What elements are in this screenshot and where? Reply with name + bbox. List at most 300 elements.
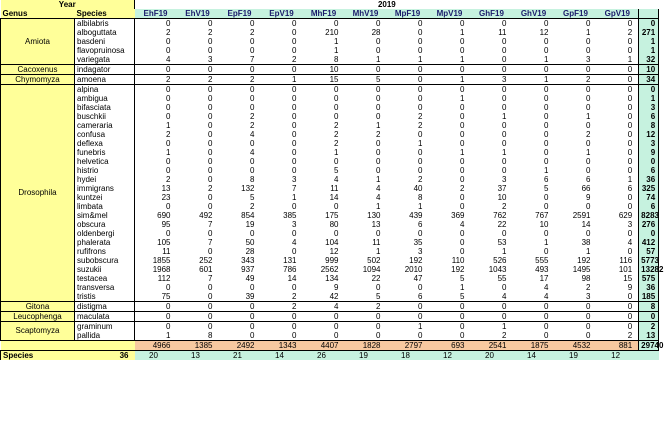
- count-cell: 1: [334, 45, 339, 55]
- table-row: [1, 121, 659, 130]
- count-cell: 1: [513, 75, 555, 85]
- total-cell: 0: [639, 312, 659, 322]
- count-cell: 0: [334, 201, 339, 211]
- species-count-cell: 14: [513, 351, 555, 361]
- count-cell: 0: [586, 45, 591, 55]
- table-row: [1, 94, 659, 103]
- sum-cell: 4407: [303, 341, 345, 351]
- count-cell: 0: [460, 330, 465, 340]
- species-cell: basdeni: [77, 36, 106, 46]
- site-header: EhF19: [135, 9, 177, 19]
- count-cell: 0: [303, 322, 345, 332]
- count-cell: 0: [208, 102, 213, 112]
- count-cell: 1: [586, 147, 591, 157]
- count-cell: 0: [292, 228, 297, 238]
- count-cell: 0: [177, 322, 219, 332]
- count-cell: 0: [502, 228, 507, 238]
- count-cell: 2: [135, 130, 177, 139]
- count-cell: 5: [345, 75, 387, 85]
- count-cell: 8: [418, 192, 423, 202]
- total-cell: 6: [639, 202, 659, 211]
- total-header: [639, 9, 659, 19]
- count-cell: 0: [513, 302, 555, 312]
- count-cell: 175: [325, 210, 339, 220]
- count-cell: 0: [597, 19, 639, 29]
- table-row: [1, 274, 659, 283]
- sum-cell: 1343: [261, 341, 303, 351]
- count-cell: 0: [208, 282, 213, 292]
- count-cell: 854: [241, 210, 255, 220]
- count-cell: 4: [334, 174, 339, 184]
- count-cell: 0: [219, 312, 261, 322]
- count-cell: 0: [429, 65, 471, 75]
- table-row: [1, 322, 659, 332]
- count-cell: 493: [535, 264, 549, 274]
- count-cell: 0: [418, 102, 423, 112]
- count-cell: 0: [334, 93, 339, 103]
- sum-cell: 2797: [387, 341, 429, 351]
- count-cell: 999: [325, 255, 339, 265]
- genus-cell: Drosophila: [1, 85, 75, 302]
- count-cell: 0: [627, 138, 633, 148]
- species-cell: deflexa: [77, 138, 103, 148]
- count-cell: 0: [460, 246, 465, 256]
- table-row: [1, 312, 659, 322]
- count-cell: 0: [544, 201, 549, 211]
- count-cell: 6: [627, 183, 633, 193]
- count-cell: 0: [376, 111, 381, 121]
- count-cell: 2: [250, 111, 255, 121]
- count-cell: 6: [418, 219, 423, 229]
- count-cell: 2: [177, 75, 219, 85]
- count-cell: 0: [292, 27, 297, 37]
- year-value: 2019: [135, 0, 639, 9]
- count-cell: 0: [334, 111, 339, 121]
- count-cell: 1: [376, 54, 381, 64]
- count-cell: 132: [241, 183, 255, 193]
- table-row: [1, 247, 659, 256]
- species-cell: helvetica: [77, 156, 109, 166]
- count-cell: 0: [513, 65, 555, 75]
- count-cell: 134: [325, 273, 339, 283]
- count-cell: 2: [250, 120, 255, 130]
- total-cell: 12: [639, 130, 659, 139]
- count-cell: 0: [376, 156, 381, 166]
- count-cell: 8: [208, 330, 213, 340]
- count-cell: 0: [135, 103, 177, 112]
- count-cell: 1: [376, 201, 381, 211]
- count-cell: 0: [250, 228, 255, 238]
- count-cell: 7: [208, 219, 213, 229]
- site-header: GhF19: [471, 9, 513, 19]
- species-cell: flavopruinosa: [77, 45, 125, 55]
- count-cell: 0: [555, 302, 597, 312]
- count-cell: 0: [292, 282, 297, 292]
- species-cell: alboguttata: [77, 27, 117, 37]
- count-cell: 38: [581, 237, 591, 247]
- count-cell: 526: [493, 255, 507, 265]
- count-cell: 0: [586, 228, 591, 238]
- count-cell: 0: [135, 283, 177, 292]
- count-cell: 5: [250, 192, 255, 202]
- total-cell: 0: [639, 85, 659, 95]
- total-cell: 8283: [639, 211, 659, 220]
- count-cell: 0: [135, 139, 177, 148]
- count-cell: 112: [135, 274, 177, 283]
- count-cell: 105: [135, 238, 177, 247]
- count-cell: 0: [586, 165, 591, 175]
- count-cell: 0: [208, 165, 213, 175]
- count-cell: 10: [303, 65, 345, 75]
- total-cell: 13: [639, 331, 659, 341]
- count-cell: 192: [451, 264, 465, 274]
- count-cell: 19: [245, 219, 255, 229]
- genus-cell: Amiota: [1, 19, 75, 65]
- count-cell: 0: [345, 322, 387, 332]
- count-cell: 6: [586, 174, 591, 184]
- count-cell: 0: [250, 102, 255, 112]
- species-cell: testacea: [77, 273, 108, 283]
- count-cell: 0: [292, 120, 297, 130]
- table-row: [1, 202, 659, 211]
- table-row: [1, 37, 659, 46]
- count-cell: 0: [544, 120, 549, 130]
- count-cell: 1: [586, 246, 591, 256]
- count-cell: 0: [292, 129, 297, 139]
- count-cell: 130: [367, 210, 381, 220]
- genus-cell: Chymomyza: [1, 75, 75, 85]
- total-cell: 34: [639, 75, 659, 85]
- count-cell: 49: [245, 273, 255, 283]
- count-cell: 1: [135, 331, 177, 341]
- site-header: EpV19: [261, 9, 303, 19]
- column-header-row: [1, 9, 659, 19]
- total-cell: 0: [639, 19, 659, 29]
- total-cell: 32: [639, 55, 659, 65]
- count-cell: 17: [539, 273, 549, 283]
- count-cell: 0: [502, 36, 507, 46]
- count-cell: 0: [627, 201, 633, 211]
- table-row: [1, 85, 659, 95]
- count-cell: 0: [261, 322, 303, 332]
- count-cell: 0: [208, 201, 213, 211]
- count-cell: 252: [199, 255, 213, 265]
- count-cell: 1043: [488, 264, 507, 274]
- species-count-cell: 12: [429, 351, 471, 361]
- count-cell: 1: [544, 165, 549, 175]
- count-cell: 0: [376, 228, 381, 238]
- species-cell: kuntzei: [77, 192, 103, 202]
- species-count-cell: 12: [597, 351, 639, 361]
- species-cell: sim&mel: [77, 210, 108, 220]
- count-cell: 1: [334, 36, 339, 46]
- count-cell: 0: [460, 237, 465, 247]
- species-count-cell: 14: [261, 351, 303, 361]
- count-cell: 0: [627, 36, 633, 46]
- total-cell: 1: [639, 37, 659, 46]
- count-cell: 1: [418, 201, 423, 211]
- species-cell: buschkii: [77, 111, 106, 121]
- table-row: [1, 139, 659, 148]
- count-cell: 0: [177, 65, 219, 75]
- count-cell: 4: [544, 282, 549, 292]
- count-cell: 0: [418, 165, 423, 175]
- table-row: [1, 283, 659, 292]
- count-cell: 3: [586, 291, 591, 301]
- count-cell: 1: [586, 27, 591, 37]
- table-row: [1, 256, 659, 265]
- count-cell: 11: [330, 183, 339, 193]
- count-cell: 2: [376, 129, 381, 139]
- species-row-end: [639, 351, 659, 361]
- count-cell: 0: [345, 65, 387, 75]
- genus-cell: Leucophenga: [1, 312, 75, 322]
- count-cell: 10: [539, 219, 549, 229]
- count-cell: 47: [413, 273, 423, 283]
- count-cell: 1: [502, 111, 507, 121]
- count-cell: 1: [544, 54, 549, 64]
- count-cell: 0: [208, 228, 213, 238]
- count-cell: 0: [586, 330, 591, 340]
- count-cell: 66: [581, 183, 591, 193]
- count-cell: 2: [219, 75, 261, 85]
- count-cell: 55: [497, 273, 507, 283]
- count-cell: 0: [208, 192, 213, 202]
- table-row: [1, 175, 659, 184]
- species-cell: distigma: [75, 302, 135, 312]
- species-row-label: Species: [1, 351, 75, 361]
- count-cell: 2: [345, 302, 387, 312]
- count-cell: 2: [208, 27, 213, 37]
- year-spacer: [639, 0, 659, 9]
- total-cell: 1: [639, 94, 659, 103]
- count-cell: 0: [261, 85, 303, 95]
- table-row: [1, 331, 659, 341]
- count-cell: 0: [292, 93, 297, 103]
- count-cell: 12: [539, 27, 549, 37]
- site-header: MpV19: [429, 9, 471, 19]
- count-cell: 0: [250, 330, 255, 340]
- count-cell: 6: [544, 174, 549, 184]
- count-cell: 0: [208, 291, 213, 301]
- count-cell: 0: [376, 102, 381, 112]
- count-cell: 4: [502, 291, 507, 301]
- count-cell: 0: [502, 129, 507, 139]
- total-cell: 325: [639, 184, 659, 193]
- species-count-cell: 21: [219, 351, 261, 361]
- count-cell: 0: [429, 322, 471, 332]
- species-row-count: 36: [75, 351, 135, 361]
- count-cell: 555: [535, 255, 549, 265]
- count-cell: 40: [413, 183, 423, 193]
- total-cell: 8: [639, 121, 659, 130]
- sum-cell: 1828: [345, 341, 387, 351]
- count-cell: 0: [135, 157, 177, 166]
- count-cell: 3: [208, 54, 213, 64]
- count-cell: 1094: [362, 264, 381, 274]
- total-cell: 8: [639, 302, 659, 312]
- table-row: [1, 112, 659, 121]
- total-cell: 13282: [639, 265, 659, 274]
- count-cell: 0: [208, 138, 213, 148]
- species-cell: histrio: [77, 165, 99, 175]
- count-cell: 0: [219, 302, 261, 312]
- count-cell: 1495: [572, 264, 591, 274]
- count-cell: 0: [460, 129, 465, 139]
- count-cell: 1: [460, 93, 465, 103]
- table-row: [1, 157, 659, 166]
- count-cell: 0: [502, 138, 507, 148]
- count-cell: 0: [460, 45, 465, 55]
- count-cell: 13: [135, 184, 177, 193]
- count-cell: 4: [376, 183, 381, 193]
- count-cell: 0: [261, 65, 303, 75]
- count-cell: 0: [135, 65, 177, 75]
- count-cell: 0: [376, 165, 381, 175]
- count-cell: 1968: [135, 265, 177, 274]
- count-cell: 0: [627, 129, 633, 139]
- count-cell: 0: [502, 120, 507, 130]
- table-row: [1, 65, 659, 75]
- count-cell: 22: [371, 273, 381, 283]
- count-cell: 1: [502, 147, 507, 157]
- count-cell: 937: [241, 264, 255, 274]
- count-cell: 15: [303, 75, 345, 85]
- count-cell: 0: [208, 45, 213, 55]
- table-row: [1, 220, 659, 229]
- count-cell: 0: [208, 156, 213, 166]
- site-header: GhV19: [513, 9, 555, 19]
- total-cell: 412: [639, 238, 659, 247]
- species-cell: limbata: [77, 201, 103, 211]
- count-cell: 3: [292, 219, 297, 229]
- count-cell: 35: [413, 237, 423, 247]
- count-cell: 0: [292, 156, 297, 166]
- count-cell: 343: [241, 255, 255, 265]
- count-cell: 0: [586, 201, 591, 211]
- total-cell: 3: [639, 139, 659, 148]
- count-cell: 2: [586, 282, 591, 292]
- count-cell: 1: [429, 75, 471, 85]
- table-row: [1, 193, 659, 202]
- count-cell: 0: [261, 19, 303, 29]
- count-cell: 0: [627, 156, 633, 166]
- count-cell: 0: [471, 312, 513, 322]
- species-cell: phalerata: [77, 237, 111, 247]
- count-cell: 0: [292, 330, 297, 340]
- species-cell: bifasciata: [77, 102, 111, 112]
- species-count-cell: 19: [345, 351, 387, 361]
- count-cell: 80: [329, 219, 339, 229]
- count-cell: 0: [460, 165, 465, 175]
- count-cell: 0: [627, 120, 633, 130]
- count-cell: 5: [460, 291, 465, 301]
- count-cell: 0: [555, 65, 597, 75]
- count-cell: 2: [250, 201, 255, 211]
- genus-cell: Gitona: [1, 302, 75, 312]
- sum-cell: 693: [429, 341, 471, 351]
- count-cell: 2: [418, 120, 423, 130]
- count-cell: 0: [627, 102, 633, 112]
- sum-cell: 4532: [555, 341, 597, 351]
- count-cell: 0: [219, 85, 261, 95]
- count-cell: 0: [544, 93, 549, 103]
- count-cell: 0: [208, 147, 213, 157]
- species-cell: funebris: [77, 147, 106, 157]
- table-row: [1, 229, 659, 238]
- count-cell: 0: [292, 102, 297, 112]
- sum-row: [1, 341, 659, 351]
- count-cell: 629: [618, 210, 633, 220]
- count-cell: 0: [135, 94, 177, 103]
- count-cell: 2: [418, 174, 423, 184]
- count-cell: 0: [627, 291, 633, 301]
- count-cell: 0: [219, 65, 261, 75]
- count-cell: 1: [460, 147, 465, 157]
- count-cell: 2: [586, 129, 591, 139]
- count-cell: 0: [544, 147, 549, 157]
- count-cell: 2: [292, 54, 297, 64]
- count-cell: 11: [135, 247, 177, 256]
- count-cell: 2: [135, 28, 177, 37]
- count-cell: 0: [376, 147, 381, 157]
- count-cell: 0: [627, 45, 633, 55]
- count-cell: 0: [135, 166, 177, 175]
- table-row: [1, 103, 659, 112]
- count-cell: 0: [208, 111, 213, 121]
- count-cell: 7: [208, 273, 213, 283]
- species-cell: immigrans: [77, 183, 114, 193]
- count-cell: 0: [418, 129, 423, 139]
- count-cell: 0: [208, 120, 213, 130]
- total-cell: 10: [639, 65, 659, 75]
- count-cell: 0: [544, 129, 549, 139]
- total-cell: 6: [639, 166, 659, 175]
- count-cell: 0: [502, 54, 507, 64]
- count-cell: 0: [334, 330, 339, 340]
- count-cell: 2591: [572, 210, 591, 220]
- count-cell: 7: [250, 54, 255, 64]
- count-cell: 0: [292, 138, 297, 148]
- total-cell: 9: [639, 148, 659, 157]
- total-cell: 276: [639, 220, 659, 229]
- species-cell: rufifrons: [77, 246, 106, 256]
- count-cell: 1: [376, 120, 381, 130]
- count-cell: 1: [418, 54, 423, 64]
- count-cell: 0: [555, 85, 597, 95]
- count-cell: 0: [418, 147, 423, 157]
- count-cell: 0: [334, 228, 339, 238]
- species-cell: transversa: [77, 282, 115, 292]
- table-row: [1, 292, 659, 302]
- year-header-row: [1, 0, 659, 9]
- count-cell: 8: [250, 174, 255, 184]
- count-cell: 0: [513, 322, 555, 332]
- count-cell: 502: [367, 255, 381, 265]
- count-cell: 601: [199, 264, 213, 274]
- site-header: MhV19: [345, 9, 387, 19]
- table-row: [1, 211, 659, 220]
- count-cell: 1: [460, 27, 465, 37]
- count-cell: 0: [502, 165, 507, 175]
- count-cell: 1: [586, 111, 591, 121]
- count-cell: 2: [627, 27, 633, 37]
- table-row: [1, 28, 659, 37]
- count-cell: 3: [627, 219, 633, 229]
- count-cell: 10: [497, 192, 507, 202]
- count-cell: 13: [371, 219, 381, 229]
- count-cell: 3: [586, 54, 591, 64]
